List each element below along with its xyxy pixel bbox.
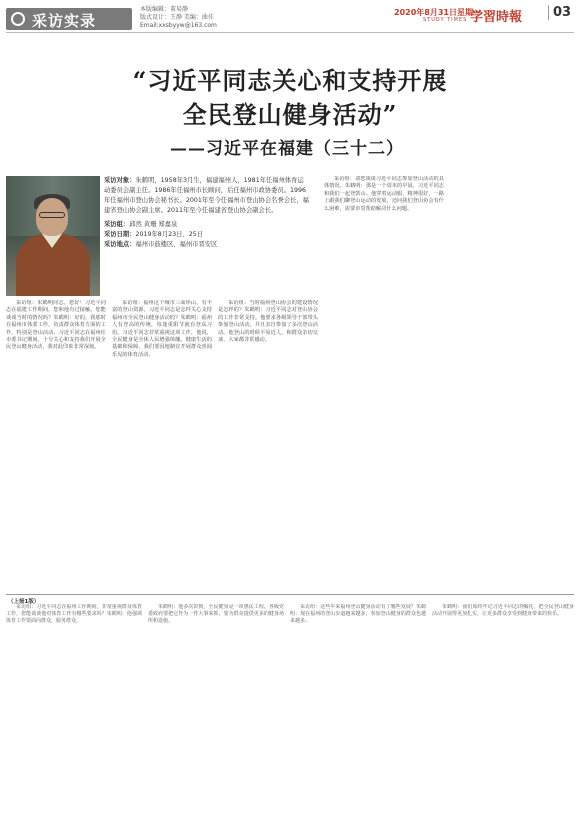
page-header xyxy=(0,0,580,34)
title-line-1: “习近平同志关心和支持开展 xyxy=(132,66,448,95)
interviewer-info xyxy=(104,220,310,230)
page-number: 03 xyxy=(548,5,571,20)
paper-name-en: STUDY TIMES xyxy=(423,17,468,23)
paper-name: 学習時報 xyxy=(470,10,523,25)
note-paragraph: 朱鹤明：他多次讲到，全民健身是一项惠民工程，各级党委政府要把它作为一件大事来抓，要为群众提供更多的健身场所和设施。 xyxy=(148,604,284,625)
body-paragraph: 采访组：当时福州登山协会的建设情况是怎样的？朱鹤明：习近平同志对登山协会的工作非常支持。他要求各级领导干部带头参加登山活动，并且亲自参加了多次登山活动。他登山的时候平易近人，和群众亲切交谈，大家都非常感动。 xyxy=(218,300,318,344)
body-paragraph: 采访组：福州这个城市三面环山，有丰富的登山资源，习近平同志是怎样关心支持福州市全民登山健身活动的？朱鹤明：福州人有登高的传统，每逢重阳节就有登高习俗。习近平同志非常重视这项工作，他说，全民健身是全体人民增强体魄、健康生活的基础和保障，我们要因地制宜开展群众喜闻乐见的体育活动。 xyxy=(112,300,212,358)
interview-place-text: 福州市鼓楼区、福州市晋安区 xyxy=(135,241,218,248)
editor-info-line1: 本版编辑：董易静 xyxy=(140,6,189,13)
note-paragraph: 朱鹤明：我们始终牢记习近平同志的嘱托，把全民登山健身活动开展得更加扎实，让更多群众享受到健身带来的快乐。 xyxy=(432,604,574,618)
interview-date-label: 采访日期： xyxy=(104,231,136,238)
body-paragraph: 采访组：请您谈谈习近平同志参加登山活动的具体情况。朱鹤明：那是一个周末的早晨，习近平同志和我们一起登鼓山。他穿着运动服，精神很好，一路上跟我们聊登山运动的发展，还问我们登山协会有什么困难，需要市里帮助解决什么问题。 xyxy=(324,176,444,212)
note-paragraph: 采访组：习近平同志在福州工作期间，非常重视群众体育工作，您能谈谈他对体育工作有哪些要求吗？朱鹤明：他强调体育工作要面向群众，服务群众。 xyxy=(6,604,142,625)
interview-info-box xyxy=(104,176,310,296)
article-subtitle: ——习近平在福建（三十二） xyxy=(170,139,404,159)
notes-divider xyxy=(6,594,574,595)
notes-column-2 xyxy=(148,604,284,824)
interviewee-photo xyxy=(6,176,100,296)
interviewer-text: 邱然 黄珊 郑嘉泉 xyxy=(129,221,178,228)
notes-label: （上接1版） xyxy=(8,599,40,605)
interviewer-label: 采访组： xyxy=(104,221,130,228)
interview-place-label: 采访地点： xyxy=(104,241,136,248)
editor-info-line2: 版式设计：王静 美编：曲佳 xyxy=(140,14,214,21)
body-column-3 xyxy=(218,300,318,590)
body-column-2 xyxy=(112,300,212,590)
editor-info xyxy=(140,6,340,30)
issue-date: 2020年8月31日星期一 xyxy=(394,8,481,17)
section-label: 采访实录 xyxy=(32,12,97,30)
interviewee-text: 朱鹤明，1958年3月生，福建福州人，1981年任福州体育运动委员会副主任。1986年任福州市长顾问，后任福州市政协委员。1996年任福州市登山协会秘书长。2001年至今任福州市登山协会名誉会长，福建省登山协会副主席。2011年至今任福建省登山协会副会长。 xyxy=(104,177,309,214)
interview-date-info xyxy=(104,230,310,240)
article-title xyxy=(0,64,580,132)
body-paragraph: 采访组：朱鹤明同志，您好！习近平同志在福建工作期间，您和他有过接触。您能谈谈当时的情况吗？朱鹤明：好的。我那时在福州市体委工作，负责群众体育方面的工作，特别是登山活动。习近平同志在福州任市委书记期间，十分关心和支持我们开展全民登山健身活动，我对此印象非常深刻。 xyxy=(6,300,106,351)
interview-place-info xyxy=(104,240,310,250)
notes-column-1 xyxy=(6,604,142,824)
editor-info-line3: Email:xxsbyyw@163.com xyxy=(140,22,217,29)
section-tab xyxy=(6,8,132,30)
interviewee-label: 采访对象： xyxy=(104,177,136,184)
interview-date-text: 2019年8月23日、25日 xyxy=(135,231,204,238)
section-circle-icon xyxy=(11,12,25,26)
title-line-2: 全民登山健身活动” xyxy=(182,100,398,129)
notes-column-4 xyxy=(432,604,574,824)
interviewee-info xyxy=(104,176,310,216)
note-paragraph: 采访组：这些年来福州登山健身活动有了哪些发展？朱鹤明：现在福州的登山步道越来越多，参加登山健身的群众也越来越多。 xyxy=(290,604,426,625)
header-divider xyxy=(6,32,574,33)
body-column-4 xyxy=(324,176,444,590)
body-column-1 xyxy=(6,300,106,590)
notes-column-3 xyxy=(290,604,426,824)
